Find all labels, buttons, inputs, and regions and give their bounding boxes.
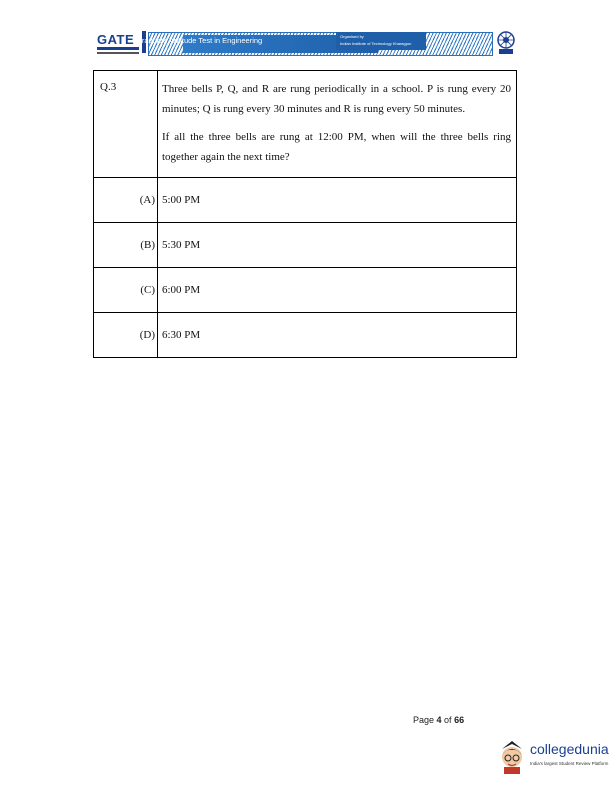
option-row-c (94, 268, 517, 313)
question-paragraph-2: If all the three bells are rung at 12:00 PM, when will the three bells ring together again the next time? (162, 131, 511, 163)
option-row-d (94, 313, 517, 358)
page-current: 4 (436, 715, 442, 725)
iit-emblem-icon (494, 30, 518, 56)
option-text: 5:30 PM (158, 223, 517, 268)
question-row (94, 71, 517, 178)
collegedunia-logo (496, 737, 609, 777)
option-label: (C) (94, 268, 158, 313)
option-row-a (94, 178, 517, 223)
brand-tagline: India's largest Student Review Platform (530, 761, 609, 766)
page-prefix: Page (413, 715, 437, 725)
question-paragraph-1: Three bells P, Q, and R are rung periodically in a school. P is rung every 20 minutes; Q is rung every 30 minutes and R is rung every 50 minutes. (162, 83, 511, 115)
page-number (413, 715, 464, 725)
mascot-icon (496, 737, 528, 775)
organizer-label: Organised by (340, 34, 364, 39)
page-middle: of (441, 715, 455, 725)
option-label: (A) (94, 178, 158, 223)
question-number: Q.3 (94, 71, 158, 178)
gate-logo-underline (97, 47, 139, 50)
question-table (93, 70, 517, 358)
option-text: 6:30 PM (158, 313, 517, 358)
gate-logo-tagline (97, 52, 139, 54)
option-label: (D) (94, 313, 158, 358)
option-label: (B) (94, 223, 158, 268)
gate-logo-text: GATE (97, 32, 135, 47)
option-text: 6:00 PM (158, 268, 517, 313)
banner-title: Graduate Aptitude Test in Engineering (136, 36, 263, 45)
option-text: 5:00 PM (158, 178, 517, 223)
organizer-name: Indian Institute of Technology Kharagpur (340, 41, 412, 46)
question-text (158, 71, 517, 178)
brand-name: collegedunia (530, 741, 609, 757)
option-row-b (94, 223, 517, 268)
page-total: 66 (454, 715, 465, 725)
page-header (96, 30, 516, 60)
